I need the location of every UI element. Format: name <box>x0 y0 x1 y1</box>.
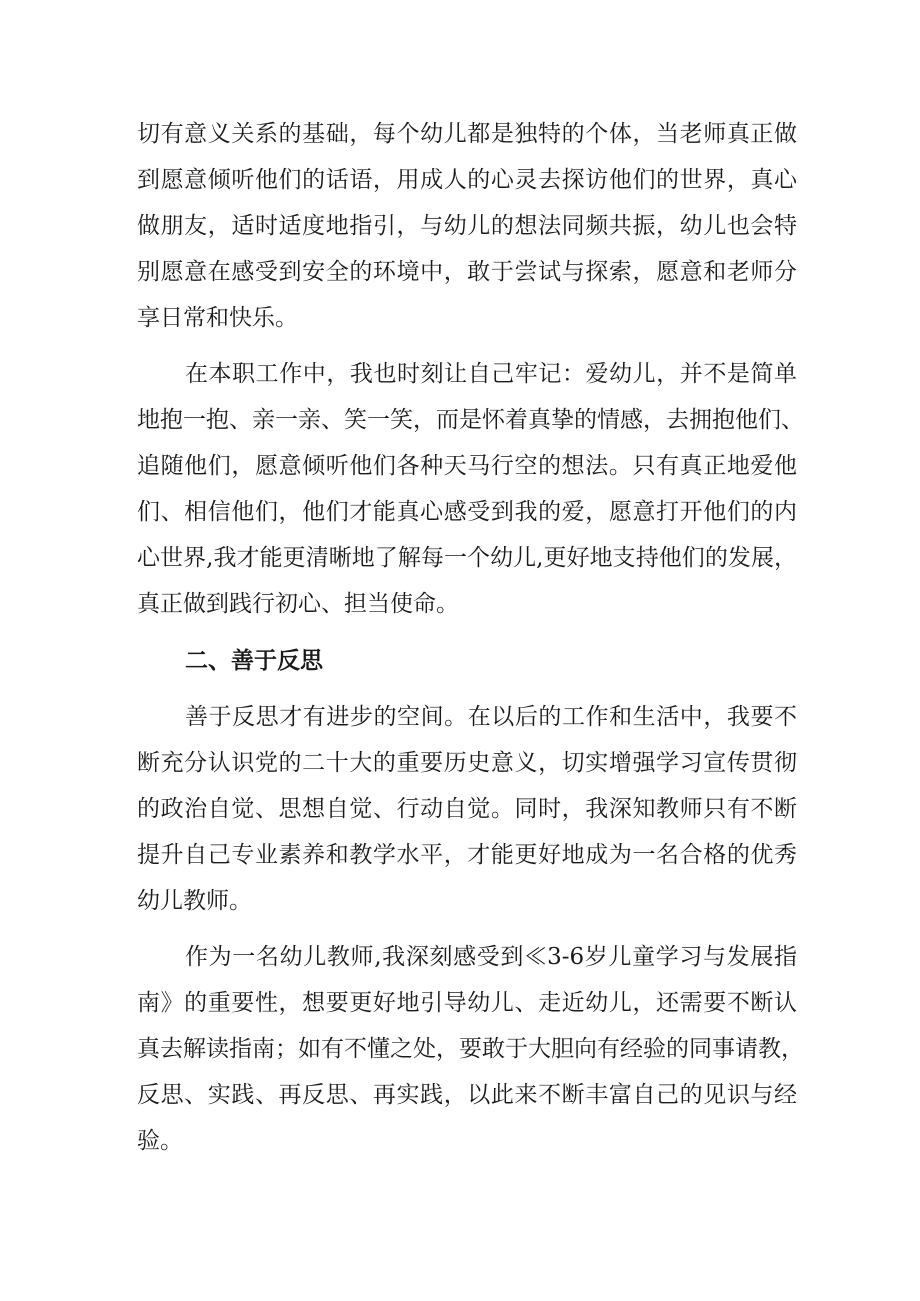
paragraph-line: 追随他们，愿意倾听他们各种天马行空的想法。只有真正地爱他 <box>137 453 797 479</box>
paragraph-line: 享日常和快乐。 <box>137 305 298 331</box>
paragraph-line: 别愿意在感受到安全的环境中，敢于尝试与探索，愿意和老师分 <box>137 259 797 285</box>
paragraph-line: 真去解读指南；如有不懂之处，要敢于大胆向有经验的同事请教， <box>137 1036 804 1062</box>
paragraph-line: 们、相信他们，他们才能真心感受到我的爱，愿意打开他们的内 <box>137 499 797 525</box>
paragraph-line: 反思、实践、再反思、再实践，以此来不断丰富自己的见识与经 <box>137 1082 797 1108</box>
paragraph-line: 做朋友，适时适度地指引，与幼儿的想法同频共振，幼儿也会特 <box>137 213 797 239</box>
paragraph-line: 南》的重要性，想要更好地引导幼儿、走近幼儿，还需要不断认 <box>137 990 797 1016</box>
paragraph-line: 幼儿教师。 <box>137 888 252 914</box>
paragraph-line: 提升自己专业素养和教学水平，才能更好地成为一名合格的优秀 <box>137 842 797 868</box>
paragraph-line: 断充分认识党的二十大的重要历史意义，切实增强学习宣传贯彻 <box>137 750 797 776</box>
paragraph-line: 切有意义关系的基础，每个幼儿都是独特的个体，当老师真正做 <box>137 121 797 147</box>
section-heading: 二、善于反思 <box>185 648 323 674</box>
paragraph-line: 到愿意倾听他们的话语，用成人的心灵去探访他们的世界，真心 <box>137 167 797 193</box>
paragraph-line: 真正做到践行初心、担当使命。 <box>137 591 459 617</box>
paragraph-line: 验。 <box>137 1128 183 1154</box>
paragraph-line: 善于反思才有进步的空间。在以后的工作和生活中，我要不 <box>185 704 797 730</box>
paragraph-line: 地抱一抱、亲一亲、笑一笑，而是怀着真挚的情感，去拥抱他们、 <box>137 407 804 433</box>
paragraph-line: 在本职工作中，我也时刻让自己牢记：爱幼儿，并不是简单 <box>185 361 797 387</box>
paragraph-line: 的政治自觉、思想自觉、行动自觉。同时，我深知教师只有不断 <box>137 796 797 822</box>
paragraph-line: 心世界,我才能更清晰地了解每一个幼儿,更好地支持他们的发展， <box>137 545 797 571</box>
paragraph-line: 作为一名幼儿教师,我深刻感受到≪3-6岁儿童学习与发展指 <box>185 944 797 970</box>
